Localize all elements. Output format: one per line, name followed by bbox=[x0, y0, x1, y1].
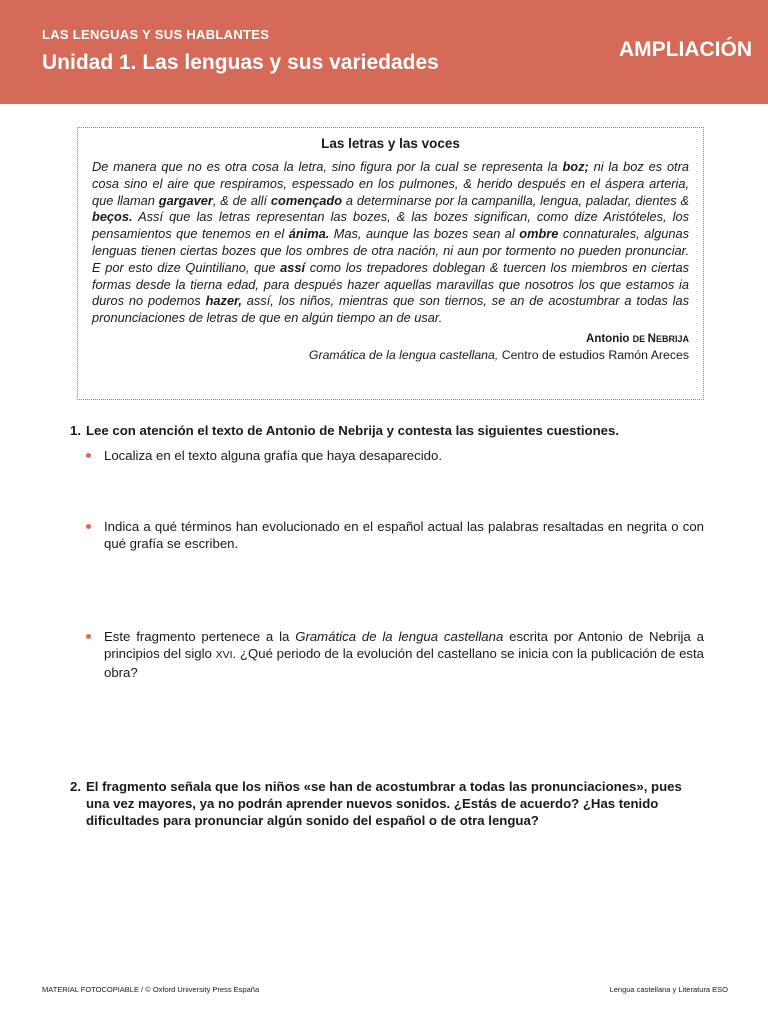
bullet-3-mid: escrita por Antonio de Nebrija a principios del siglo bbox=[104, 629, 704, 661]
bullet-3-text bbox=[104, 628, 704, 681]
unit-title: Unidad 1. Las lenguas y sus variedades bbox=[42, 51, 439, 74]
bullet-dot-icon bbox=[86, 634, 91, 639]
highlighted-word: ánima. bbox=[288, 226, 330, 242]
question-1 bbox=[70, 422, 705, 439]
question-1-bullet-3 bbox=[86, 628, 704, 681]
highlighted-word: boz; bbox=[562, 159, 589, 174]
author-surname-part: EBRIJA bbox=[655, 333, 689, 344]
reading-passage bbox=[92, 159, 689, 327]
question-2-number: 2. bbox=[70, 779, 81, 794]
reading-box bbox=[77, 127, 704, 400]
bullet-dot-icon bbox=[86, 524, 91, 529]
footer-copyright: MATERIAL FOTOCOPIABLE / © Oxford University Press España bbox=[42, 985, 260, 994]
question-2-text: El fragmento señala que los niños «se han de acostumbrar a todas las pronunciaciones», pues una vez mayores, ya no podrán aprender nuevos sonidos. ¿Estás de acuerdo? ¿Has tenido dificultades para pronunciar algún sonido del español o de otra lengua? bbox=[86, 779, 682, 828]
passage-segment: ni la boz es otra cosa sino el aire que respiramos, espessado en los pulmones, & herido después en el áspera arteria, que llaman bbox=[92, 159, 689, 208]
question-2 bbox=[70, 778, 705, 829]
footer-subject: Lengua castellana y Literatura ESO bbox=[609, 985, 728, 994]
bullet-3-post: . ¿Qué periodo de la evolución del castellano se inicia con la publicación de esta obra? bbox=[104, 646, 704, 680]
question-1-number: 1. bbox=[70, 423, 81, 438]
passage-segment: a determinarse por la campanilla, lengua, paladar, dientes & bbox=[342, 192, 689, 208]
highlighted-word: hazer, bbox=[205, 293, 242, 309]
bullet-1-text: Localiza en el texto alguna grafía que haya desaparecido. bbox=[104, 448, 442, 463]
passage-segment: Assí que las letras representan las bozes, & las bozes significan, como dize Aristóteles, los pensamientos que tenemos en el bbox=[92, 209, 689, 242]
passage-segment: , & de allí bbox=[212, 192, 271, 208]
author-surname-part: DE bbox=[632, 333, 648, 344]
question-1-bullet-2 bbox=[86, 518, 704, 552]
bullet-3-century: XVI bbox=[215, 649, 233, 661]
highlighted-word: començado bbox=[270, 192, 343, 208]
source-title: Gramática de la lengua castellana, bbox=[308, 347, 499, 362]
reading-title: Las letras y las voces bbox=[321, 136, 460, 151]
bullet-dot-icon bbox=[86, 453, 91, 458]
passage-segment: como los trepadores doblegan & tuercen los miembros en ciertas formas desde la tierna edad, para después hazer aquellas maravillas que nosotros los que estamos ia duros no podemos bbox=[92, 259, 689, 309]
source-publisher: Centro de estudios Ramón Areces bbox=[498, 347, 689, 362]
highlighted-word: beços. bbox=[92, 209, 133, 225]
section-tag: AMPLIACIÓN bbox=[619, 38, 752, 61]
page-header bbox=[0, 0, 768, 104]
author-surname bbox=[633, 334, 689, 344]
series-title: LAS LENGUAS Y SUS HABLANTES bbox=[42, 27, 270, 42]
reading-source bbox=[92, 348, 689, 362]
question-1-text: Lee con atención el texto de Antonio de Nebrija y contesta las siguientes cuestiones. bbox=[86, 423, 620, 438]
reading-author bbox=[92, 333, 689, 345]
passage-segment: De manera que no es otra cosa la letra, sino figura por la cual se representa la bbox=[92, 159, 563, 174]
passage-segment: Mas, aunque las bozes sean al bbox=[329, 226, 520, 242]
passage-segment: assí, los niños, mientras que son tiernos, se an de acostumbrar a todas las pronunciaciones de letras de que en algún tiempo an de usar. bbox=[92, 293, 689, 326]
bullet-3-work-title: Gramática de la lengua castellana bbox=[295, 629, 504, 644]
highlighted-word: gargaver bbox=[158, 192, 213, 208]
passage-segment: connaturales, algunas lenguas tienen ciertas bozes que los ombres de otra nación, ni aun por tormento no pueden pronunciar. E por esto dize Quintiliano, que bbox=[92, 226, 689, 275]
author-first-name: Antonio bbox=[586, 332, 630, 345]
highlighted-word: assí bbox=[280, 259, 306, 275]
bullet-3-pre: Este fragmento pertenece a la bbox=[104, 629, 296, 644]
highlighted-word: ombre bbox=[519, 226, 559, 242]
author-surname-part: N bbox=[647, 332, 656, 345]
bullet-2-text: Indica a qué términos han evolucionado en el español actual las palabras resaltadas en negrita o con qué grafía se escriben. bbox=[104, 519, 704, 551]
question-1-bullet-1 bbox=[86, 447, 704, 464]
